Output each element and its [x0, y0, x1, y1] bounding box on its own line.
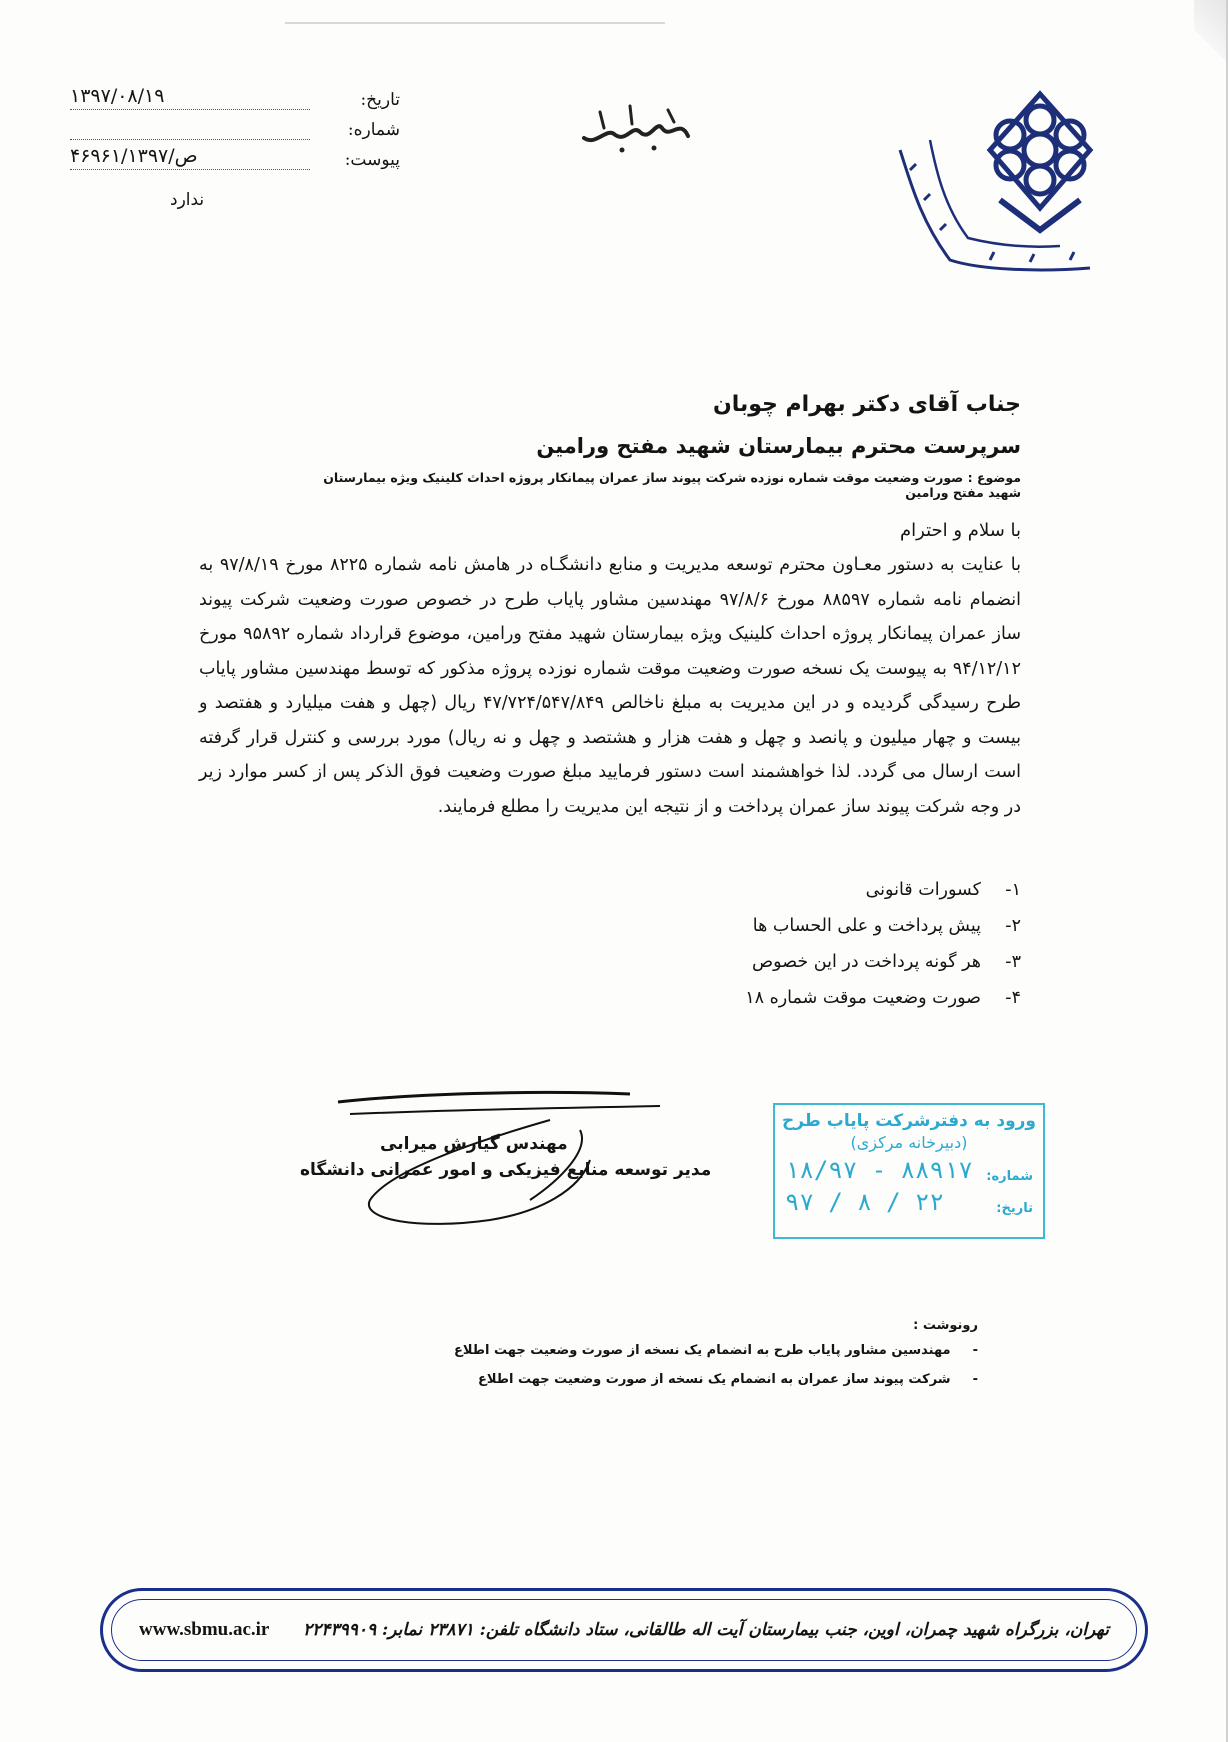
stamp-subtitle: (دبیرخانه مرکزی) — [850, 1133, 968, 1152]
date-row — [70, 80, 400, 110]
number-label: شماره: — [347, 120, 400, 140]
logo-wordmark — [880, 110, 1110, 280]
list-item: ۲- پیش پرداخت و علی الحساب ها — [752, 916, 1021, 936]
greeting: با سلام و احترام — [900, 520, 1021, 541]
letter-body: با عنایت به دستور معـاون محترم توسعه مدیریت و منابع دانشگـاه در هامش نامه شماره ۸۲۲۵ مورخ ۹۷/۸/۱۹ به انضمام نامه شماره ۸۸۵۹۷ مورخ ۹۷/۸/۶ مهندسین مشاور پایاب طرح در خصوص صورت وضعیت شرکت پیوند ساز عمران پیمانکار پروژه احداث کلینیک ویژه بیمارستان شهید مفتح ورامین، موضوع قرارداد شماره ۹۵۸۹۲ مورخ ۹۴/۱۲/۱۲ به پیوست یک نسخه صورت وضعیت موقت شماره نوزده پروژه مذکور که توسط مهندسین مشاور پایاب طرح رسیدگی گردیده و در این مدیریت به مبلغ ناخالص ۴۷/۷۲۴/۵۴۷/۸۴۹ ریال (چهل و هفت میلیارد و هفتصد و بیست و چهار میلیون و پانصد و چهل و هفت هزار و هشتصد و چهل و نه ریال) مورد بررسی و کنترل قرار گرفته است ارسال می گردد. لذا خواهشمند است دستور فرمایید مبلغ صورت وضعیت فوق الذکر پس از کسر موارد زیر در وجه شرکت پیوند ساز عمران پرداخت و از نتیجه این مدیریت را مطلع فرمایند. — [199, 555, 1021, 817]
receipt-stamp — [773, 1103, 1045, 1239]
attachment-note: ندارد — [170, 190, 205, 210]
addressee-name: جناب آقای دکتر بهرام چوبان — [712, 392, 1021, 417]
attachment-label: پیوست: — [344, 150, 400, 170]
stamp-date-row: تاریخ: ۹۷ / ۸ / ۲۲ — [785, 1188, 1033, 1216]
attachment-row — [70, 140, 400, 170]
paper-corner — [1194, 0, 1226, 70]
letter-meta — [70, 80, 400, 170]
signer-title: مدیر توسعه منابع فیزیکی و امور عمرانی دانشگاه — [300, 1160, 712, 1180]
basmala-calligraphy — [570, 98, 700, 158]
footer-address: تهران، بزرگراه شهید چمران، اوین، جنب بیمارستان آیت اله طالقانی، ستاد دانشگاه تلفن: ۲۳۸۷۱ نمابر: ۲۲۴۳۹۹۰۹ — [303, 1620, 1109, 1640]
list-item: ۱- کسورات قانونی — [865, 880, 1021, 900]
letter-footer — [100, 1588, 1148, 1672]
stamp-date: ۹۷ / ۸ / ۲۲ — [785, 1188, 944, 1216]
footer-url: www.sbmu.ac.ir — [139, 1619, 270, 1640]
signer-name: مهندس گیارش میرابی — [380, 1134, 568, 1154]
list-item: ۳- هر گونه پرداخت در این خصوص — [752, 952, 1021, 972]
list-item: ۴- صورت وضعیت موقت شماره ۱۸ — [745, 988, 1021, 1008]
stamp-number-row: شماره: ۱۸/۹۷ - ۸۸۹۱۷ — [785, 1156, 1033, 1184]
letter-subject: موضوع : صورت وضعیت موقت شماره نوزده شرکت پیوند ساز عمران پیمانکار پروژه احداث کلینیک ویژه بیمارستان شهید مفتح ورامین — [323, 470, 1021, 500]
paper-fold — [285, 22, 665, 24]
date-value: ۱۳۹۷/۰۸/۱۹ — [70, 85, 165, 107]
attachment-value: ۴۶۹۶۱/ص/۱۳۹۷ — [70, 145, 198, 167]
addressee-title: سرپرست محترم بیمارستان شهید مفتح ورامین — [536, 434, 1021, 458]
date-label: تاریخ: — [360, 90, 400, 110]
cc-title: رونوشت : — [913, 1318, 978, 1333]
number-row — [70, 110, 400, 140]
deduction-list — [745, 880, 1021, 1024]
cc-item: - مهندسین مشاور پایاب طرح به انضمام یک نسخه از صورت وضعیت جهت اطلاع — [454, 1343, 978, 1358]
stamp-number: ۱۸/۹۷ - ۸۸۹۱۷ — [785, 1156, 973, 1184]
stamp-title: ورود به دفترشرکت پایاب طرح — [781, 1111, 1036, 1131]
cc-item: - شرکت پیوند ساز عمران به انضمام یک نسخه از صورت وضعیت جهت اطلاع — [477, 1372, 978, 1387]
